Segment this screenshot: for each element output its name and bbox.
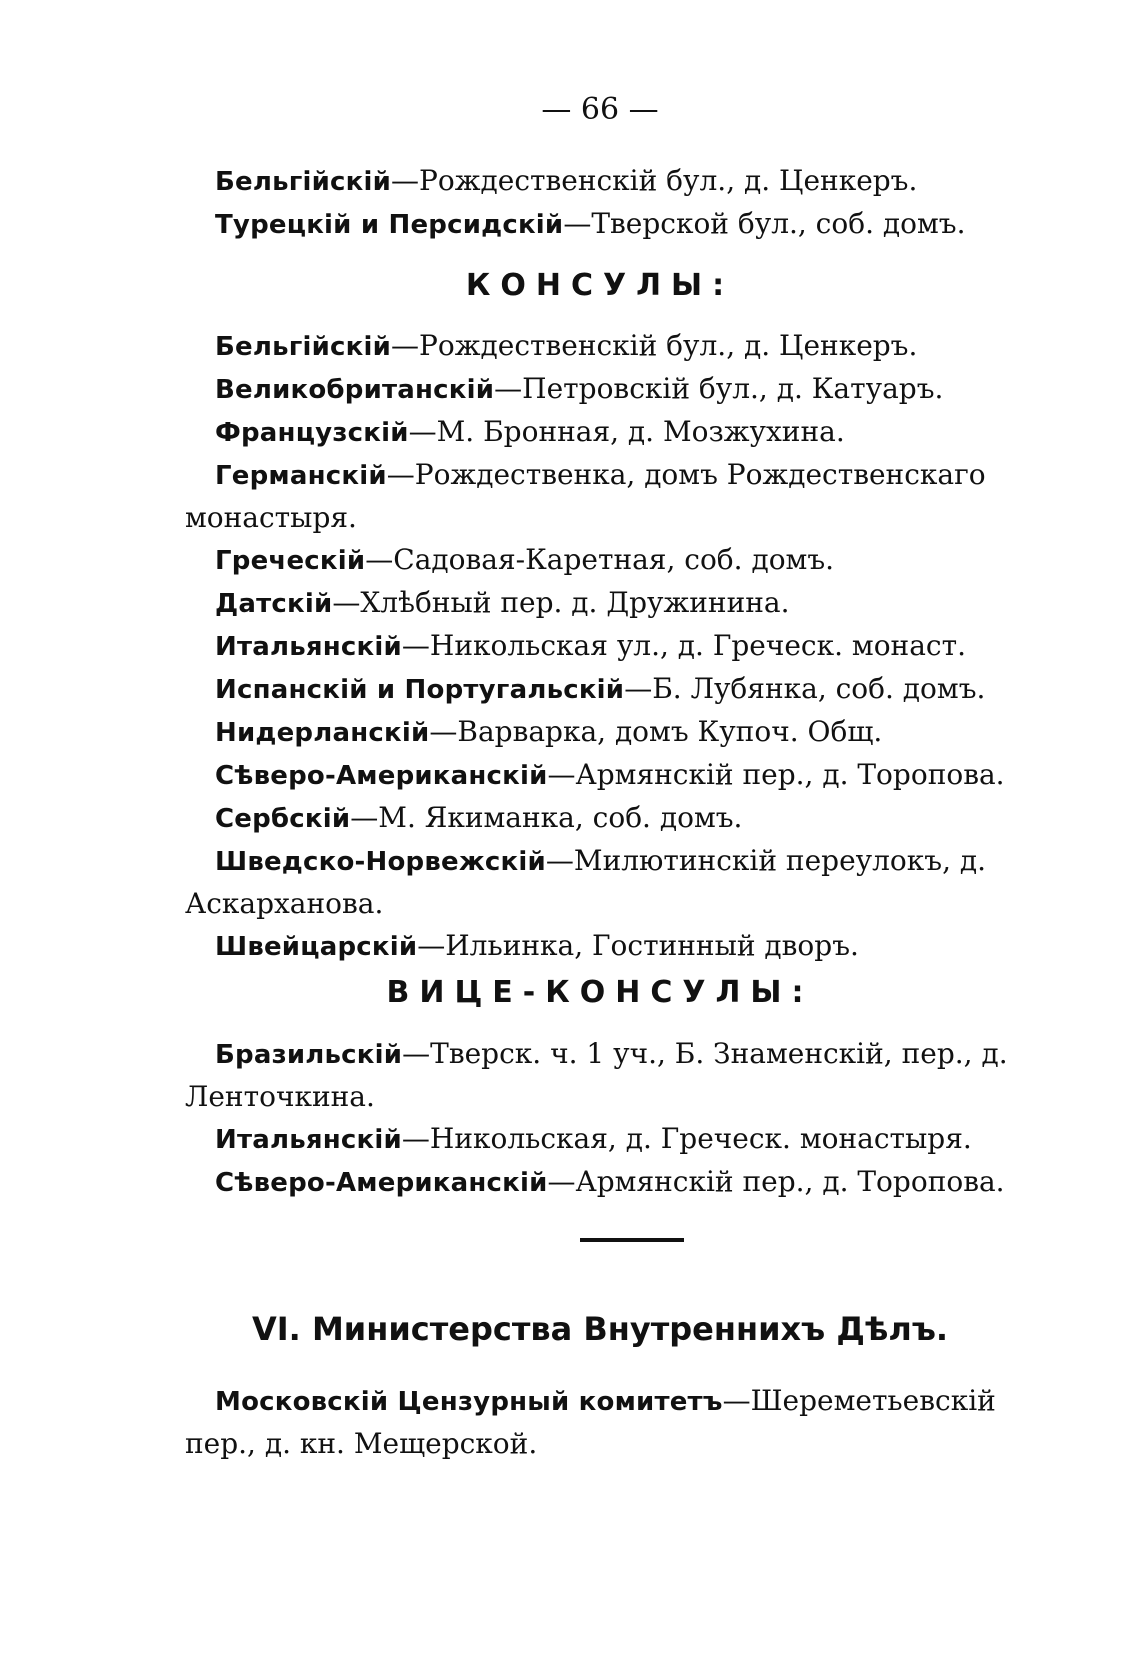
list-item: Итальянскій—Никольская ул., д. Греческ. монаст. — [215, 629, 966, 662]
list-item: Турецкій и Персидскій—Тверской бул., соб. домъ. — [215, 207, 966, 240]
list-item: Швейцарскій—Ильинка, Гостинный дворъ. — [215, 929, 859, 962]
entry-term: Сѣверо-Американскій — [215, 761, 548, 791]
entry-address: Тверской бул., соб. домъ. — [591, 207, 966, 240]
list-item: Сѣверо-Американскій—Армянскій пер., д. Торопова. — [215, 1165, 1005, 1198]
entry-address: Б. Лубянка, соб. домъ. — [652, 672, 986, 705]
ministry-list — [185, 1380, 1065, 1465]
consuls-list — [185, 325, 1065, 968]
entry-term: Московскій Цензурный комитетъ — [215, 1387, 723, 1417]
list-item: Бразильскій—Тверск. ч. 1 уч., Б. Знаменскій, пер., д. Ленточкина. — [185, 1037, 1008, 1113]
entry-term: Итальянскій — [215, 632, 402, 662]
entry-address: Рождественка, домъ Рождественскаго монастыря. — [185, 458, 986, 534]
entry-term: Германскій — [215, 461, 387, 491]
entry-address: Армянскій пер., д. Торопова. — [575, 758, 1005, 791]
list-item: Греческій—Садовая-Каретная, соб. домъ. — [215, 543, 835, 576]
entry-term: Сербскій — [215, 804, 351, 834]
list-item: Германскій—Рождественка, домъ Рождественскаго монастыря. — [185, 458, 986, 534]
consuls-heading: КОНСУЛЫ: — [465, 268, 735, 303]
entry-term: Швейцарскій — [215, 932, 418, 962]
page-number: — 66 — — [541, 92, 659, 127]
entry-address: Петровскій бул., д. Катуаръ. — [522, 372, 944, 405]
entry-term: Бельгійскій — [215, 332, 392, 362]
list-item: Московскій Цензурный комитетъ—Шереметьевскій пер., д. кн. Мещерской. — [185, 1384, 996, 1460]
entry-address: М. Бронная, д. Мозжухина. — [436, 415, 845, 448]
entry-address: М. Якиманка, соб. домъ. — [378, 801, 743, 834]
entry-term: Французскій — [215, 418, 409, 448]
entry-address: Рождественскій бул., д. Ценкеръ. — [419, 329, 918, 362]
entry-term: Бельгійскій — [215, 167, 392, 197]
list-item: Великобританскій—Петровскій бул., д. Катуаръ. — [215, 372, 944, 405]
ministry-heading: VI. Министерства Внутреннихъ Дѣлъ. — [251, 1310, 949, 1348]
entry-address: Варварка, домъ Купоч. Общ. — [457, 715, 883, 748]
list-item: Датскій—Хлѣбный пер. д. Дружинина. — [215, 586, 790, 619]
list-item: Итальянскій—Никольская, д. Греческ. монастыря. — [215, 1122, 972, 1155]
entry-term: Сѣверо-Американскій — [215, 1168, 548, 1198]
entry-term: Шведско-Норвежскій — [215, 847, 546, 877]
section-divider — [580, 1238, 684, 1242]
entry-address: Милютинскій переулокъ, д. Аскарханова. — [185, 844, 987, 920]
entry-term: Нидерланскій — [215, 718, 430, 748]
list-item: Сѣверо-Американскій—Армянскій пер., д. Торопова. — [215, 758, 1005, 791]
entry-term: Итальянскій — [215, 1125, 402, 1155]
entry-address: Тверск. ч. 1 уч., Б. Знаменскій, пер., д. Ленточкина. — [185, 1037, 1008, 1113]
entry-address: Хлѣбный пер. д. Дружинина. — [360, 586, 790, 619]
list-item: Бельгійскій—Рождественскій бул., д. Ценкеръ. — [215, 164, 918, 197]
list-item: Испанскій и Португальскій—Б. Лубянка, соб. домъ. — [215, 672, 986, 705]
list-item: Нидерланскій—Варварка, домъ Купоч. Общ. — [215, 715, 883, 748]
entry-term: Греческій — [215, 546, 366, 576]
list-item: Шведско-Норвежскій—Милютинскій переулокъ, д. Аскарханова. — [185, 844, 987, 920]
entry-term: Бразильскій — [215, 1040, 403, 1070]
entry-address: Рождественскій бул., д. Ценкеръ. — [419, 164, 918, 197]
entry-term: Испанскій и Португальскій — [215, 675, 625, 705]
entry-address: Ильинка, Гостинный дворъ. — [445, 929, 859, 962]
list-item: Бельгійскій—Рождественскій бул., д. Ценкеръ. — [215, 329, 918, 362]
entry-term: Великобританскій — [215, 375, 495, 405]
entry-term: Турецкій и Персидскій — [215, 210, 564, 240]
ambassadors-list — [185, 160, 1065, 246]
entry-address: Армянскій пер., д. Торопова. — [575, 1165, 1005, 1198]
entry-address: Никольская ул., д. Греческ. монаст. — [429, 629, 966, 662]
vice-consuls-heading: ВИЦЕ-КОНСУЛЫ: — [386, 975, 814, 1010]
entry-term: Датскій — [215, 589, 333, 619]
vice-consuls-list — [185, 1033, 1065, 1204]
list-item: Сербскій—М. Якиманка, соб. домъ. — [215, 801, 743, 834]
entry-address: Шереметьевскій пер., д. кн. Мещерской. — [185, 1384, 996, 1460]
entry-address: Садовая-Каретная, соб. домъ. — [393, 543, 835, 576]
list-item: Французскій—М. Бронная, д. Мозжухина. — [215, 415, 845, 448]
entry-address: Никольская, д. Греческ. монастыря. — [429, 1122, 972, 1155]
